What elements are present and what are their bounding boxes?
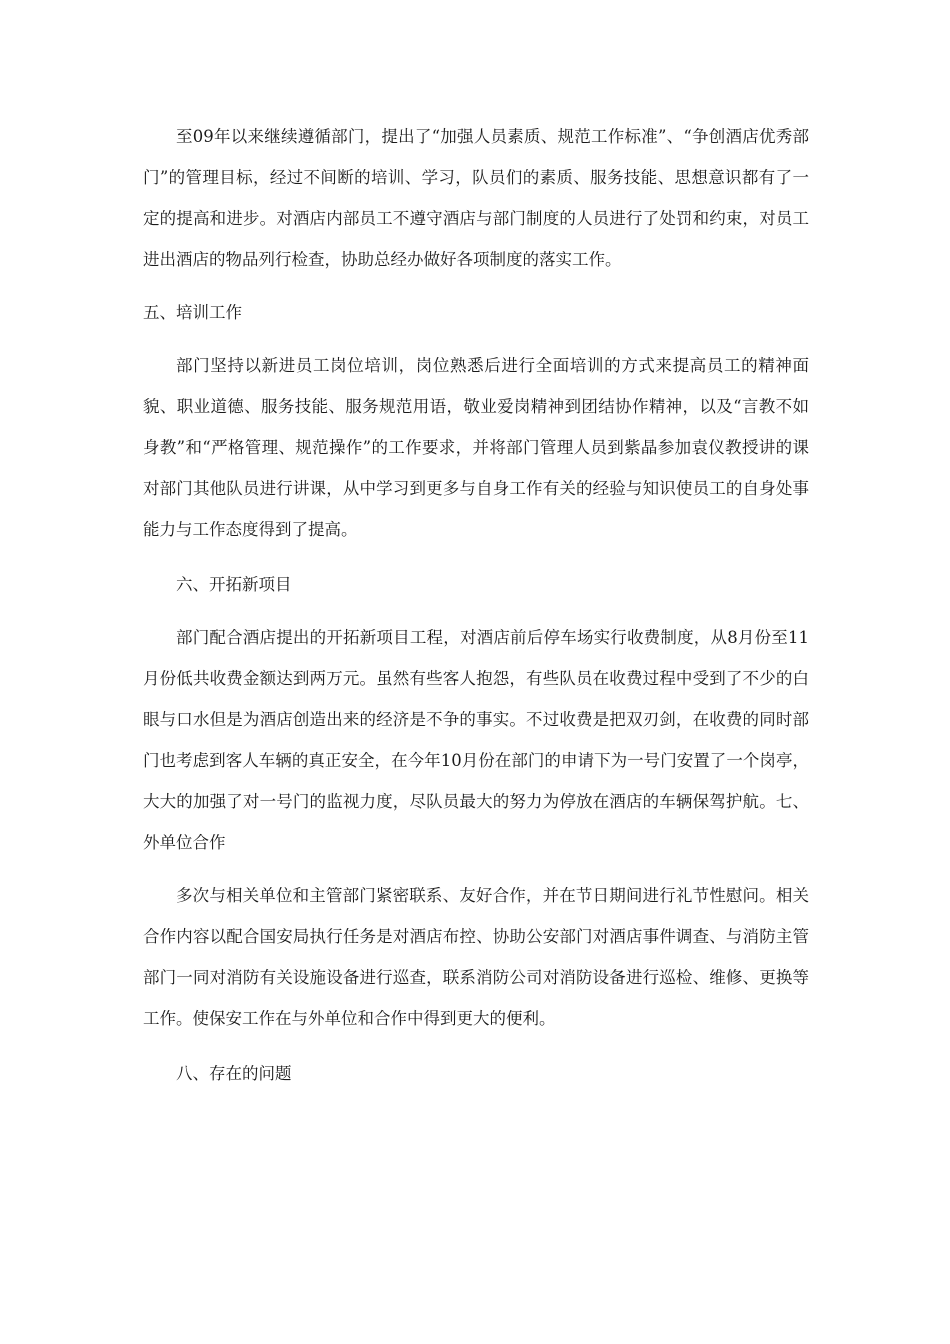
spacer	[143, 280, 809, 292]
heading-training: 五、培训工作	[143, 303, 242, 322]
spacer	[143, 333, 809, 345]
spacer	[143, 863, 809, 875]
paragraph-training: 部门坚持以新进员工岗位培训，岗位熟悉后进行全面培训的方式来提高员工的精神面貌、职业道德、服务技能、服务规范用语，敬业爱岗精神到团结协作精神，以及“言教不如身教”和“严格管理、规范操作”的工作要求，并将部门管理人员到紫晶参加袁仪教授讲的课对部门其他队员进行讲课，从中学习到更多与自身工作有关的经验与知识使员工的自身处事能力与工作态度得到了提高。	[143, 356, 809, 539]
paragraph-management-goals: 至09年以来继续遵循部门，提出了“加强人员素质、规范工作标准”、“争创酒店优秀部门”的管理目标，经过不间断的培训、学习，队员们的素质、服务技能、思想意识都有了一定的提高和进步。对酒店内部员工不遵守酒店与部门制度的人员进行了处罚和约束，对员工进出酒店的物品列行检查，协助总经办做好各项制度的落实工作。	[143, 127, 809, 269]
heading-existing-problems: 八、存在的问题	[176, 1064, 292, 1083]
paragraph-external-cooperation: 多次与相关单位和主管部门紧密联系、友好合作，并在节日期间进行礼节性慰问。相关合作内容以配合国安局执行任务是对酒店布控、协助公安部门对酒店事件调查、与消防主管部门一同对消防有关设施设备进行巡查，联系消防公司对消防设备进行巡检、维修、更换等工作。使保安工作在与外单位和合作中得到更大的便利。	[143, 886, 809, 1028]
spacer	[143, 1039, 809, 1053]
paragraph-new-projects: 部门配合酒店提出的开拓新项目工程，对酒店前后停车场实行收费制度，从8月份至11月份低共收费金额达到两万元。虽然有些客人抱怨，有些队员在收费过程中受到了不少的白眼与口水但是为酒店创造出来的经济是不争的事实。不过收费是把双刃剑，在收费的同时部门也考虑到客人车辆的真正安全，在今年10月份在部门的申请下为一号门安置了一个岗亭，大大的加强了对一号门的监视力度，尽队员最大的努力为停放在酒店的车辆保驾护航。七、外单位合作	[143, 628, 809, 852]
spacer	[143, 605, 809, 617]
spacer	[143, 550, 809, 564]
heading-new-projects: 六、开拓新项目	[176, 575, 292, 594]
document-body	[143, 116, 809, 1094]
